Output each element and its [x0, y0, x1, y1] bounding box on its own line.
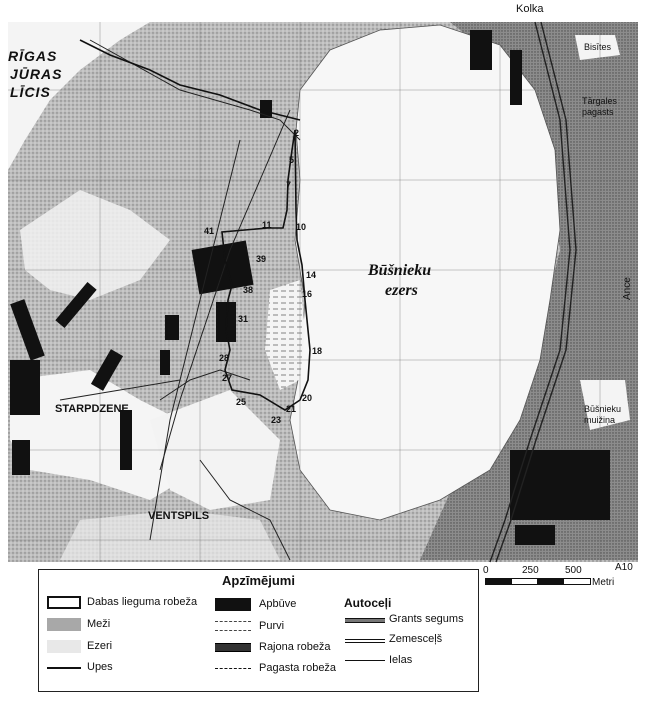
legend-swatch-bogs — [215, 621, 251, 631]
point-number: 27 — [222, 373, 233, 383]
legend-label-forest: Meži — [87, 618, 111, 630]
point-number: 14 — [306, 270, 317, 280]
point-number: 18 — [312, 346, 323, 356]
point-number: 39 — [256, 254, 267, 264]
scale-unit: Metri — [592, 577, 615, 588]
point-number: 23 — [271, 415, 282, 425]
lake-label-line-1: Būšnieku — [368, 262, 432, 279]
legend-label-streets: Ielas — [389, 654, 413, 666]
building — [470, 30, 492, 70]
legend-label-rivers: Upes — [87, 661, 113, 673]
scale-tick-250: 250 — [522, 565, 539, 576]
road-label-a10: A10 — [615, 562, 633, 573]
place-label-busnieku-1: Būšnieku — [584, 404, 622, 414]
legend-label-parish: Pagasta robeža — [259, 662, 337, 674]
scale-bar — [485, 578, 589, 584]
legend-swatch-dirt — [345, 639, 385, 643]
legend-swatch-rivers — [47, 667, 81, 669]
lake-label-line-2: ezers — [385, 282, 418, 299]
scale-tick-500: 500 — [565, 565, 582, 576]
legend-swatch-buildings — [215, 598, 251, 611]
legend-label-lakes: Ezeri — [87, 640, 113, 652]
legend-swatch-streets — [345, 660, 385, 661]
legend-swatch-forest — [47, 618, 81, 631]
point-number: 7 — [286, 180, 292, 190]
legend-label-district: Rajona robeža — [259, 641, 331, 653]
town-label-ventspils: VENTSPILS — [148, 510, 210, 522]
legend-title: Apzīmējumi — [222, 573, 295, 588]
place-label-busnieku-2: muižiņa — [584, 415, 616, 425]
legend-roads-heading: Autoceļi — [344, 596, 392, 610]
place-label-bisites: Bisītes — [584, 42, 612, 52]
building — [120, 410, 132, 470]
point-number: 41 — [204, 226, 215, 236]
legend-box — [38, 569, 479, 692]
point-number: 11 — [262, 220, 272, 230]
legend-label-boundary: Dabas lieguma robeža — [87, 596, 198, 608]
point-number: 2 — [294, 128, 300, 138]
point-number: 20 — [302, 393, 313, 403]
building — [12, 440, 30, 475]
point-number: 28 — [219, 353, 230, 363]
building — [160, 350, 170, 375]
legend-swatch-parish — [215, 668, 251, 669]
point-number: 10 — [296, 222, 307, 232]
sea-label-line-1: RĪGAS — [8, 48, 58, 64]
point-number: 31 — [238, 314, 249, 324]
sea-label-line-2: JŪRAS — [10, 66, 63, 82]
legend-label-gravel: Grants segums — [389, 613, 464, 625]
building — [165, 315, 179, 340]
town-label-starpdzene: STARPDZENE — [55, 403, 129, 415]
legend-label-dirt: Zemesceļš — [389, 633, 443, 645]
point-number: 16 — [302, 289, 313, 299]
legend-swatch-district — [215, 643, 251, 652]
top-label-kolka: Kolka — [516, 3, 544, 15]
point-number: 25 — [236, 397, 247, 407]
legend-swatch-lakes — [47, 640, 81, 653]
building — [510, 50, 522, 105]
place-label-targale: Tārgales pagasts — [582, 96, 618, 117]
legend-label-buildings: Apbūve — [259, 598, 297, 610]
point-number: 5 — [289, 155, 295, 165]
point-number: 38 — [243, 285, 254, 295]
point-number: 21 — [286, 404, 297, 414]
road-label-ance: Ance — [622, 277, 633, 300]
sea-label-line-3: LĪCIS — [10, 84, 51, 100]
legend-label-bogs: Purvi — [259, 620, 285, 632]
building — [515, 525, 555, 545]
legend-swatch-boundary — [47, 596, 81, 609]
building — [10, 360, 40, 415]
scale-tick-0: 0 — [483, 565, 489, 576]
legend-swatch-gravel — [345, 618, 385, 623]
building — [510, 450, 610, 520]
